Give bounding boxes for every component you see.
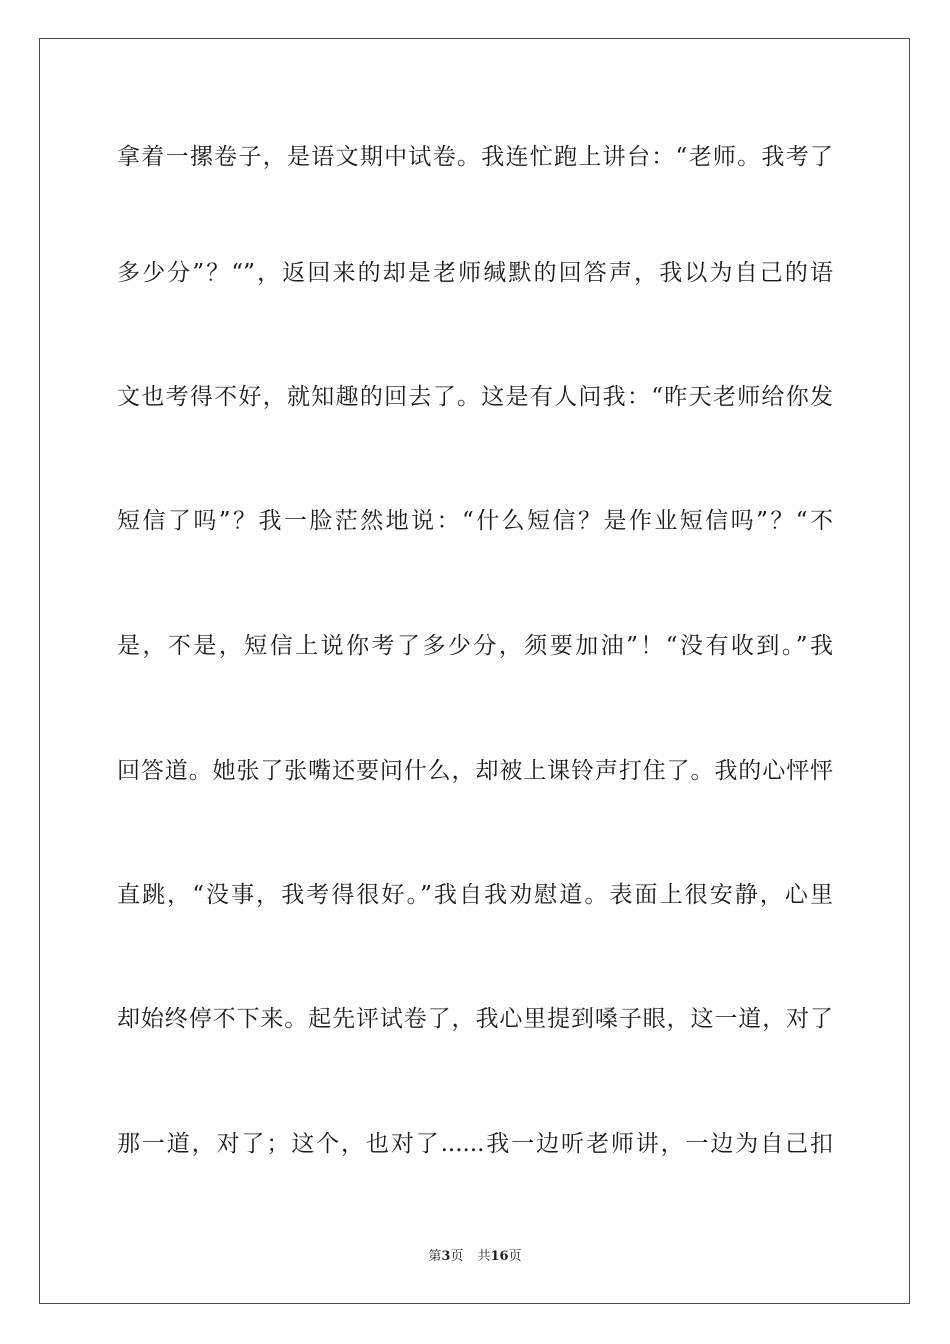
total-prefix: 共 — [477, 1249, 491, 1264]
page-footer — [0, 1247, 950, 1267]
total-label — [477, 1249, 521, 1264]
body-text-line-3: 文也考得不好，就知趣的回去了。这是有人问我：“昨天老师给你发 — [117, 384, 833, 410]
page-number: 3 — [441, 1249, 451, 1264]
body-text-line-5: 是，不是，短信上说你考了多少分，须要加油”！“没有收到。”我 — [117, 633, 833, 659]
total-suffix: 页 — [508, 1249, 522, 1264]
body-text-line-4: 短信了吗”？我一脸茫然地说：“什么短信？是作业短信吗”？“不 — [117, 508, 833, 534]
page-suffix: 页 — [450, 1249, 464, 1264]
body-text-line-1: 拿着一摞卷子，是语文期中试卷。我连忙跑上讲台：“老师。我考了 — [117, 144, 833, 170]
page-prefix: 第 — [428, 1249, 442, 1264]
body-text-line-2: 多少分”？“”，返回来的却是老师缄默的回答声，我以为自己的语 — [117, 260, 833, 286]
page-label — [428, 1249, 463, 1264]
body-text-line-7: 直跳，“没事，我考得很好。”我自我劝慰道。表面上很安静，心里 — [117, 882, 833, 908]
body-text-line-6: 回答道。她张了张嘴还要问什么，却被上课铃声打住了。我的心怦怦 — [117, 758, 833, 784]
body-text-line-8: 却始终停不下来。起先评试卷了，我心里提到嗓子眼，这一道，对了 — [117, 1006, 833, 1032]
body-text-line-9: 那一道，对了；这个，也对了......我一边听老师讲，一边为自己扣 — [117, 1131, 833, 1157]
total-pages: 16 — [490, 1249, 509, 1264]
page-border — [39, 38, 910, 1304]
